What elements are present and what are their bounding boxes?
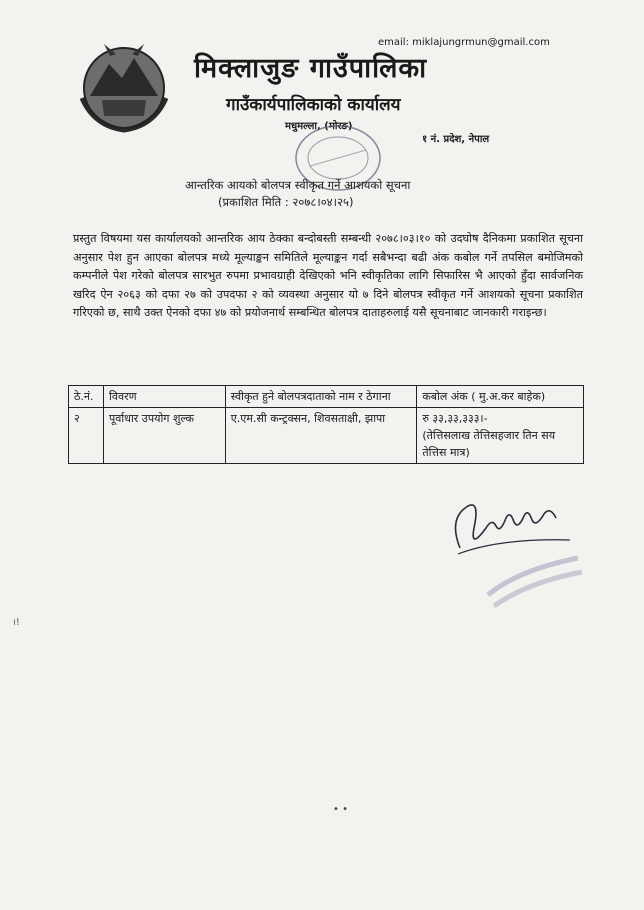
amount-figure: रु ३३,३३,३३३।-: [422, 412, 488, 425]
published-date: (प्रकाशित मिति : २०७८।०४।२५): [218, 195, 354, 209]
cell-amount: [417, 408, 584, 464]
official-stamp-icon: [478, 540, 588, 610]
column-header: विवरण: [103, 386, 225, 408]
office-address: मधुमल्ला, (मोरङ): [285, 121, 353, 132]
office-title: गाउँकार्यपालिकाको कार्यालय: [226, 95, 401, 115]
government-emblem-icon: [74, 38, 174, 134]
column-header: कबोल अंक ( मु.अ.कर बाहेक): [417, 386, 584, 408]
notice-body: प्रस्तुत विषयमा यस कार्यालयको आन्तरिक आय ठेक्का बन्दोबस्ती सम्बन्धी २०७८।०३।१० को उदघोष दैनिकमा प्रकाशित सूचना अनुसार पेश हुन आएका बोलपत्र मध्ये मूल्याङ्कन समितिले मूल्याङ्कन गर्दा सबैभन्दा बढी अंक कबोल गर्ने तपसिल बमोजिमको कम्पनीले पेश गरेको बोलपत्र सारभुत रुपमा प्रभावग्राही देखिएको भनि स्वीकृतिका लागि सिफारिस भै आएको हुँदा सार्वजनिक खरिद ऐन २०६३ को दफा २७ को उपदफा २ को व्यवस्था अनुसार यो ७ दिने बोलपत्र स्वीकृत गर्ने आशयको सूचना प्रकाशित गरिएको छ, साथै उक्त ऐनको दफा ४७ को प्रयोजनार्थ सम्बन्धित बोलपत्र दाताहरुलाई यसै सूचनाबाट जानकारी गराइन्छ।: [73, 232, 583, 319]
table-header-row: [69, 386, 584, 408]
cell-number: २: [69, 408, 104, 464]
municipality-title: मिक्लाजुङ गाउँपालिका: [194, 53, 428, 84]
cell-description: पूर्वाधार उपयोग शुल्क: [103, 408, 225, 464]
column-header: स्वीकृत हुने बोलपत्रदाताको नाम र ठेगाना: [225, 386, 417, 408]
bid-table: [68, 385, 584, 464]
cell-bidder: ए.एम.सी कन्ट्रक्सन, शिवसताक्षी, झापा: [225, 408, 417, 464]
email-address: email: miklajungrmun@gmail.com: [378, 37, 550, 48]
province-label: १ नं. प्रदेश, नेपाल: [422, 134, 490, 145]
table-row: [69, 408, 584, 464]
amount-words: (तेत्तिसलाख तेत्तिसहजार तिन सय तेत्तिस मात्र): [422, 429, 556, 459]
ink-dots: • •: [333, 804, 348, 815]
notice-subject: आन्तरिक आयको बोलपत्र स्वीकृत गर्ने आशयको सूचना: [185, 178, 411, 192]
column-header: ठे.नं.: [69, 386, 104, 408]
margin-mark: ı!: [13, 617, 20, 628]
